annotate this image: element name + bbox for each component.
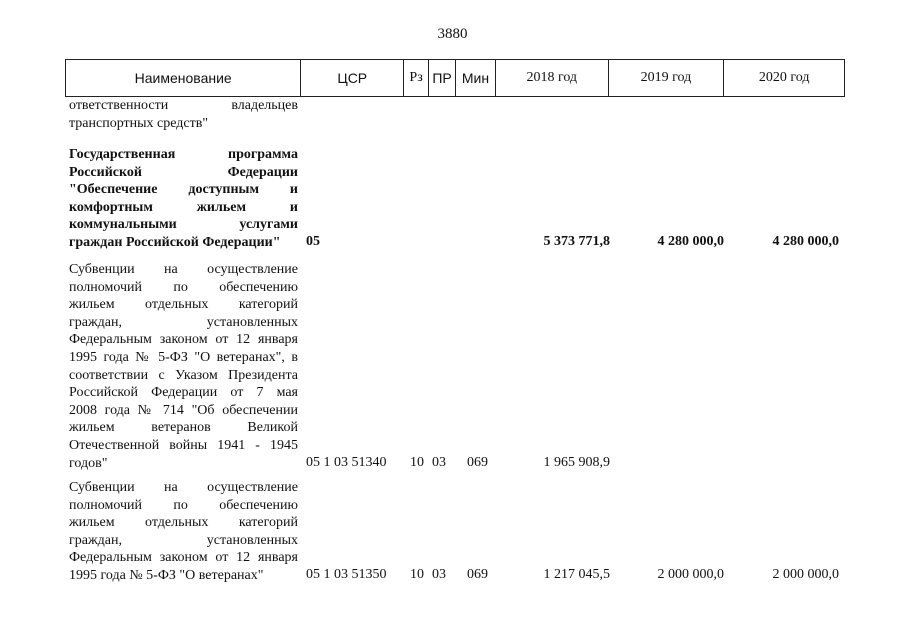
row-name-line: 1995 года № 5-ФЗ "О ветеранах", в (69, 349, 298, 365)
row-name-line: Государственная программа (69, 147, 298, 162)
row-name-line: Российской Федерации от 7 мая (69, 385, 298, 401)
row-name (69, 97, 298, 132)
cell-pr: 03 (432, 567, 446, 582)
cell-y2018: 1 217 045,5 (543, 567, 610, 582)
cell-csr: 05 1 03 51350 (306, 567, 387, 582)
row-name (69, 261, 298, 472)
row-name-line: годов" (69, 455, 108, 471)
row-name-line: граждан, установленных (69, 532, 298, 548)
row-name-line: жильем ветеранов Великой (69, 420, 298, 436)
page-number: 3880 (437, 26, 468, 42)
cell-y2019: 2 000 000,0 (657, 567, 724, 582)
header-min: Мин (455, 60, 495, 96)
header-2020: 2020 год (723, 60, 844, 96)
row-name-line: транспортных средств" (69, 115, 209, 131)
row-name-line: жильем отдельных категорий (69, 515, 298, 531)
row-name-line: Субвенции на осуществление (69, 480, 298, 495)
row-name-line: 2008 года № 714 "Об обеспечении (69, 402, 298, 418)
row-name-line: Федеральным законом от 12 января (69, 332, 298, 348)
cell-min: 069 (467, 567, 488, 582)
row-name-line: Отечественной войны 1941 - 1945 (69, 437, 298, 453)
cell-min: 069 (467, 454, 488, 470)
row-name-line: граждан Российской Федерации" (69, 234, 281, 250)
header-pr: ПР (428, 60, 455, 96)
row-name-line: коммунальными услугами (69, 217, 298, 233)
cell-y2020: 2 000 000,0 (772, 567, 839, 582)
row-name (69, 479, 298, 585)
row-name-line: ответственности владельцев (69, 98, 298, 113)
cell-csr: 05 (306, 234, 320, 249)
cell-rz: 10 (410, 454, 424, 470)
row-name-line: Российской Федерации (69, 164, 298, 180)
row-name-line: комфортным жильем и (69, 199, 298, 215)
header-name: Наименование (134, 70, 232, 86)
row-name-line: "Обеспечение доступным и (69, 182, 298, 198)
cell-pr: 03 (432, 454, 446, 470)
row-name-line: полномочий по обеспечению (69, 497, 298, 513)
cell-y2018: 5 373 771,8 (543, 234, 610, 249)
row-name-line: Субвенции на осуществление (69, 262, 298, 277)
row-name-line: граждан, установленных (69, 314, 298, 330)
row-name-line: Федеральным законом от 12 января (69, 550, 298, 566)
table-header (65, 59, 845, 97)
header-rz: Рз (403, 60, 428, 96)
row-name-line: жильем отдельных категорий (69, 297, 298, 313)
cell-y2019: 4 280 000,0 (657, 234, 724, 249)
row-name-line: 1995 года № 5-ФЗ "О ветеранах" (69, 567, 264, 583)
header-2018: 2018 год (495, 60, 608, 96)
header-2019: 2019 год (608, 60, 724, 96)
row-name-line: полномочий по обеспечению (69, 279, 298, 295)
row-name-line: соответствии с Указом Президента (69, 367, 298, 383)
cell-y2018: 1 965 908,9 (543, 454, 610, 470)
header-csr: ЦСР (300, 60, 403, 96)
cell-rz: 10 (410, 567, 424, 582)
cell-csr: 05 1 03 51340 (306, 454, 387, 470)
cell-y2020: 4 280 000,0 (772, 234, 839, 249)
row-name (69, 146, 298, 252)
